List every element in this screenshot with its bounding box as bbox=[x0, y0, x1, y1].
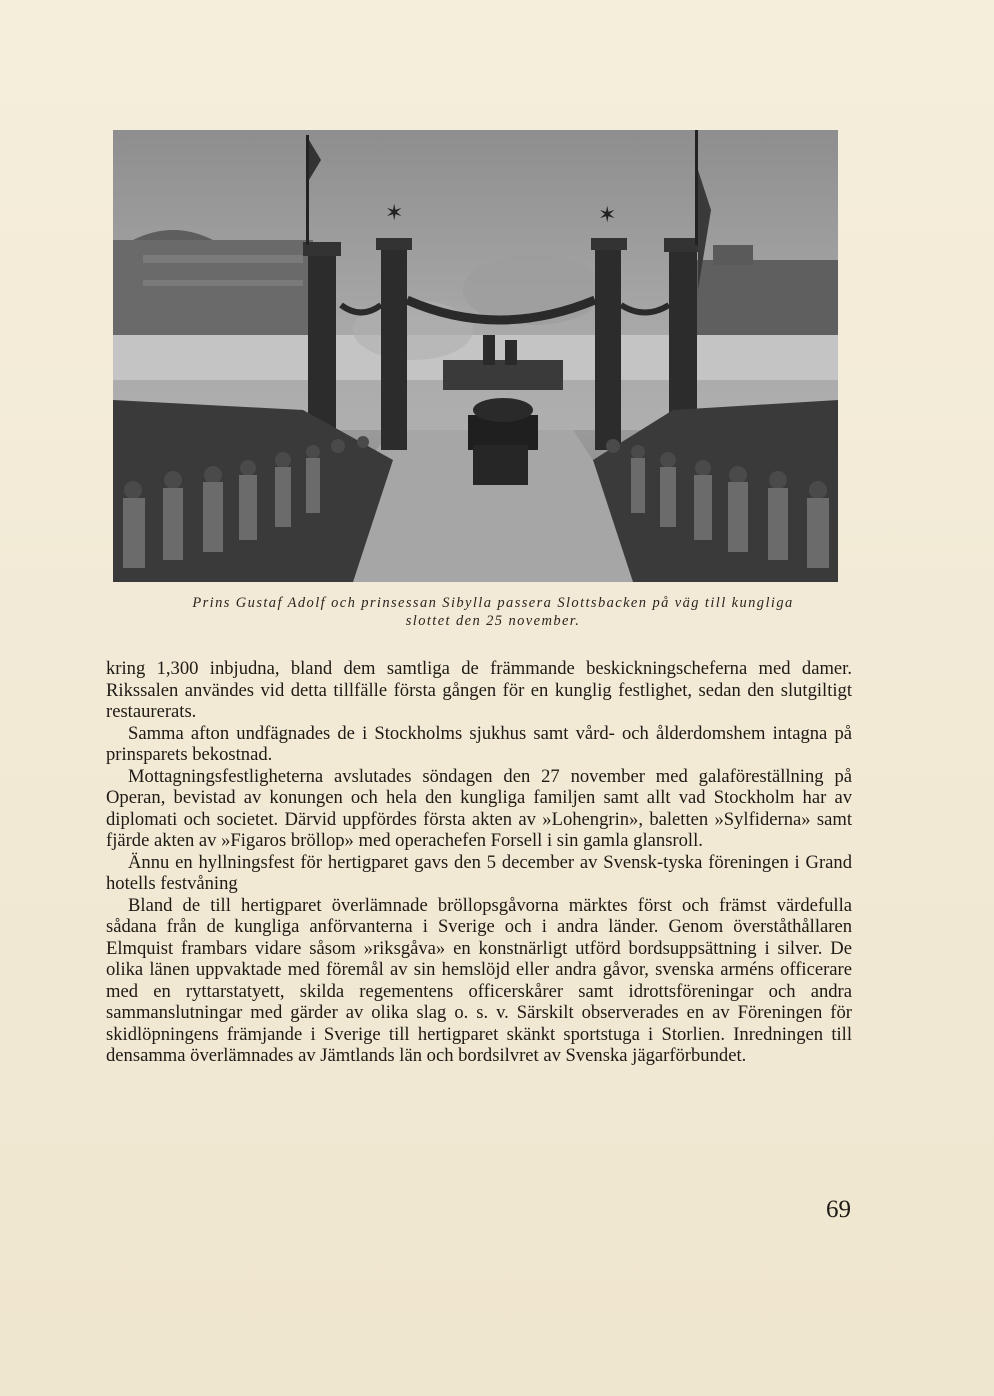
svg-text:✶: ✶ bbox=[385, 201, 404, 226]
procession-photograph bbox=[113, 130, 838, 582]
paragraph-3: Mottagningsfestligheterna avslutades söndagen den 27 november med galaföreställning på Operan, bevistad av konungen och hela den kungliga familjen samt allt vad Stockholm har av diplomati och societet. Därvid uppfördes första akten av »Lohengrin», baletten »Sylfiderna» samt fjärde akten av »Figaros bröllop» med operachefen Forsell i sin gamla glansroll. bbox=[106, 765, 852, 851]
photograph-procession-icon bbox=[113, 130, 838, 582]
paragraph-1: kring 1,300 inbjudna, bland dem samtliga de främmande beskickningscheferna med damer. Rikssalen användes vid detta tillfälle första gången för en kunglig festlighet, sedan den slutgiltigt restaurerats. bbox=[106, 658, 852, 722]
caption-line-2: slottet den 25 november. bbox=[405, 613, 581, 629]
paragraph-5: Bland de till hertigparet överlämnade bröllopsgåvorna märktes först och främst värdefulla sådana från de kungliga anförvanterna i Sverige och i andra länder. Genom överståthållaren Elmquist frambars vidare såsom »riksgåva» en konstnärligt utförd bordsuppsättning i silver. De olika länen uppvaktade med föremål av sin hemslöjd eller andra gåvor, svenska arméns officerare med en ryttarstatyett, skilda regementens officerskårer samt idrottsföreningar och andra sammanslutningar med gärder av olika slag o. s. v. Särskilt observerades en av Föreningen för skidlöpningens främjande i Sverige till hertigparet skänkt sportstuga i Storlien. Inredningen till densamma överlämnades av Jämtlands län och bordsilvret av Svenska jägarförbundet. bbox=[106, 894, 852, 1066]
svg-text:✶: ✶ bbox=[598, 203, 617, 228]
caption-line-1: Prins Gustaf Adolf och prinsessan Sibylla passera Slottsbacken på väg till kungliga bbox=[192, 595, 794, 611]
page-number: 69 bbox=[826, 1196, 851, 1223]
paragraph-2: Samma afton undfägnades de i Stockholms sjukhus samt vård- och ålderdomshem intagna på prinsparets bekostnad. bbox=[106, 722, 852, 765]
paragraph-4: Ännu en hyllningsfest för hertigparet gavs den 5 december av Svensk-tyska föreningen i Grand hotells festvåning bbox=[106, 851, 852, 894]
body-text bbox=[106, 658, 852, 1067]
photo-caption bbox=[113, 594, 873, 630]
